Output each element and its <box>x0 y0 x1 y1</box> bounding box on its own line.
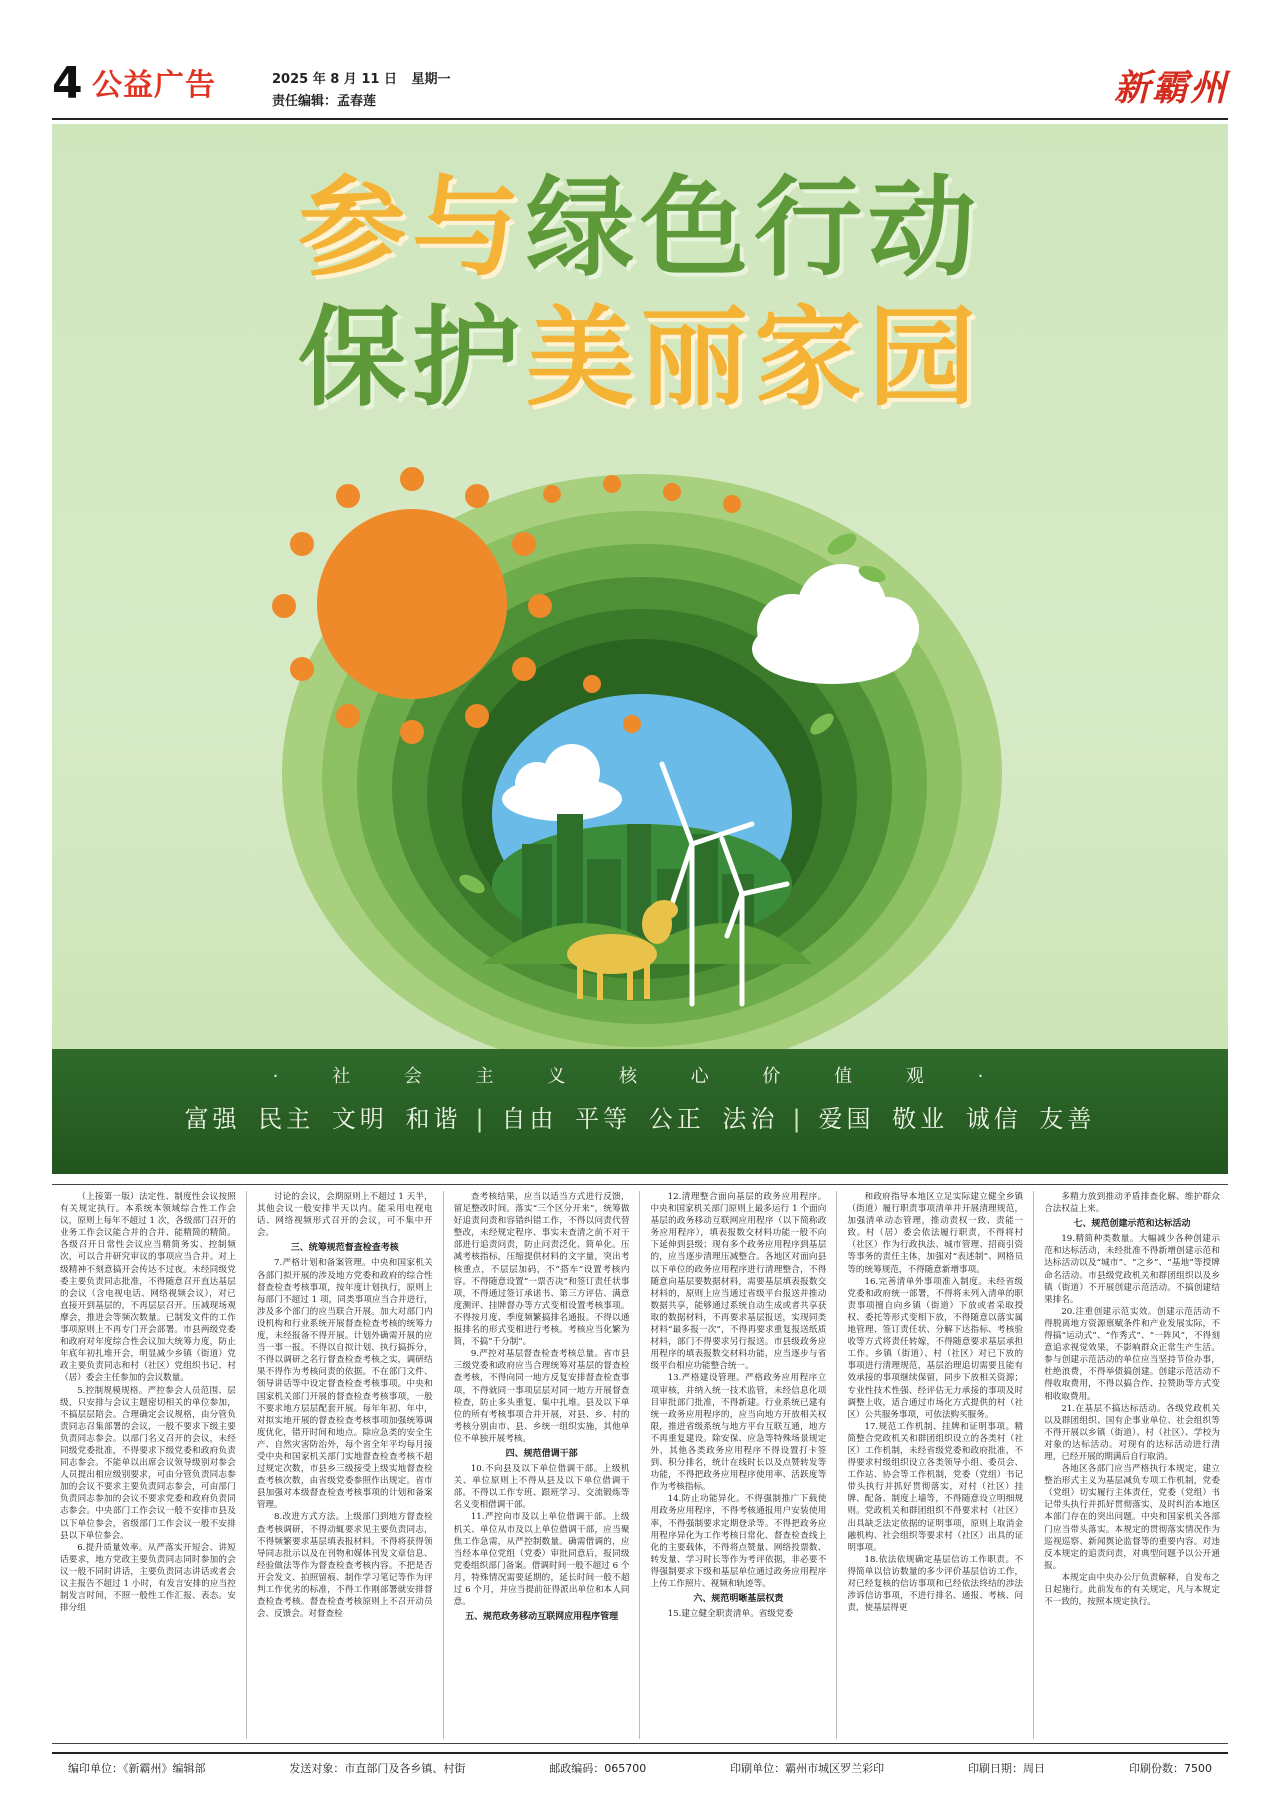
values-separator-2: | <box>792 1105 805 1133</box>
article-paragraph: 17.规范工作机制、挂牌和证明事项。精简整合党政机关和群团组织设立的各类村（社区）工作机制，未经省级党委和政府批准，不得要求村级组织设立各类领导小组、委员会、工作站、协会等工作机制，党委（党组）书记带头执行并抓好贯彻落实，对村（社区）挂牌、配备、制度上墙等，不得随意设立明细规则。党政机关和群团组织不得要求村（社区）出具缺乏法定依据的证明事项，原则上取消金融机构、社会组织等要求村（社区）出具的证明事项。 <box>847 1421 1024 1553</box>
column-divider <box>836 1191 837 1739</box>
footer-printer: 印刷单位：霸州市城区罗兰彩印 <box>730 1762 885 1775</box>
editor-credit: 责任编辑：孟春莲 <box>272 94 377 109</box>
issue-weekday: 星期一 <box>411 72 451 87</box>
article-paragraph: 9.严控对基层督查检查考核总量。省市县三级党委和政府应当合理统筹对基层的督查检查考核，不得向同一地方反复安排督查检查事项，不得就同一事项层层对同一地方开展督查检查，防止多头重复、集中扎堆。县及以下单位的所有考核事项合并开展，对县、乡、村的考核分别由市、县、乡统一组织实施，其他单位不单独开展考核。 <box>453 1349 630 1444</box>
article-paragraph: 和政府指导本地区立足实际建立健全乡镇（街道）履行职责事项清单并开展清理规范，加强清单动态管理，推动责权一致、责能一致。村（居）委会依法履行职责，不得将村（社区）作为行政执法、城市管理、招商引资等事务的责任主体，加强对“表述制”、网格员等的统筹规范，不得随意新增事项。 <box>847 1192 1024 1275</box>
section-title: 公益广告 <box>92 68 216 103</box>
article-column-2 <box>257 1191 433 1739</box>
article-paragraph: 11.严控向市及以上单位借调干部。上级机关、单位从市及以上单位借调干部，应当聚焦工作急需，从严控制数量。确需借调的，应当经本单位党组（党委）审批同意后，报同级党委组织部门备案。借调时间一般不超过 6 个月，特殊情况需要延期的，延长时间一般不超过 6 个月，并应当提前征得派出单位和本人同意。 <box>453 1512 630 1608</box>
article-paragraph: 本规定由中央办公厅负责解释，自发布之日起施行。此前发布的有关规定，凡与本规定不一致的，按照本规定执行。 <box>1044 1572 1220 1608</box>
article-paragraph: 查考核结果，应当以适当方式进行反馈，留足整改时间。落实“三个区分开来”，统筹做好追责问责和容错纠错工作，不得以问责代替整改，未经规定程序、事实未查清之前不对干部进行追责问责，防止问责泛化、简单化。压减考核指标，压缩提供材料的文字量，突出考核重点，不层层加码，不“搭车”设置考核内容。不得随意设置“一票否决”和签订责任状事项，不得通过签订承诺书、第三方评估、满意度测评、挂牌督办等方式变相设置考核事项。不得按月度、季度频繁搞排名通报。不得以通报排名的形式变相进行考核。考核应当化繁为简，不搞“千分制”。 <box>453 1192 630 1348</box>
footer-print-day: 印刷日期：周日 <box>968 1762 1046 1775</box>
public-service-poster <box>52 124 1228 1174</box>
core-values-title: · 社 会 主 义 核 心 价 值 观 · <box>272 1066 1008 1087</box>
article-paragraph: 10.不向县及以下单位借调干部。上级机关、单位原则上不得从县及以下单位借调干部。不得以工作专班、跟班学习、交流锻炼等名义变相借调干部。 <box>453 1464 630 1511</box>
newspaper-masthead: 新霸州 <box>1113 67 1228 109</box>
article-column-1 <box>60 1191 236 1739</box>
article-paragraph: 18.依法依规确定基层信访工作职责。不得简单以信访数量的多少评价基层信访工作，对已经复核的信访事项和已经依法终结的涉法涉诉信访事项，不进行排名、通报、考核、问责，使基层得更 <box>847 1554 1024 1614</box>
article-paragraph: 6.提升质量效率。从严落实开短会、讲短话要求，地方党政主要负责同志同时参加的会议一般不同时讲话，主要负责同志讲话或者会议主报告不超过 1 小时，有发言安排的应当控制发言时间，不照一般性工作汇报、表态。安排分组 <box>60 1542 236 1614</box>
eco-illustration <box>52 124 1228 1174</box>
article-paragraph: 多精力放到推动矛盾排查化解、维护群众合法权益上来。 <box>1044 1192 1220 1215</box>
article-column-3 <box>454 1191 630 1739</box>
article-paragraph: 19.精简种类数量。大幅减少各种创建示范和达标活动，未经批准不得新增创建示范和达标活动以及“城市”、“之乡”、“基地”等授牌命名活动。市县级党政机关和群团组织以及乡镇（街道）不开展创建示范活动。不搞创建结果排名。 <box>1044 1234 1220 1305</box>
article-paragraph: 各地区各部门应当严格执行本规定，建立整治形式主义为基层减负专项工作机制，党委（党组）切实履行主体责任，党委（党组）书记带头执行并抓好贯彻落实，及时纠治本地区本部门存在的突出问题。中央和国家机关各部门应当带头落实。本规定的贯彻落实情况作为巡视巡察、新闻舆论监督等的重要内容。对违反本规定的追责问责，对典型问题予以公开通报。 <box>1044 1464 1220 1571</box>
article-paragraph: 5.控制规模规格。严控参会人员范围、层级，只安排与会议主题密切相关的单位参加，不搞层层陪会。合理确定会议规格，由分管负责同志召集部署的会议，一般不要求下级主要负责同志参会。以部门名义召开的会议，未经同级党委批准，不得要求下级党委和政府负责同志参会。不能单以出席会议领导级别对参会人员提出相应级别要求，可由分管负责同志参加的会议不要求主要负责同志参会，可由部门负责同志参加的会议不要求党委和政府负责同志参会。中央部门工作会议一般不安排市县及以下单位参会，省级部门工作会议一般不安排县以下单位参会。 <box>60 1385 236 1541</box>
values-personal: 爱国 敬业 诚信 友善 <box>818 1105 1096 1133</box>
article-paragraph: 15.建立健全职责清单。省级党委 <box>667 1609 794 1620</box>
article-subheading: 七、规范创建示范和达标活动 <box>1073 1219 1191 1230</box>
article-paragraph: 14.防止功能异化。不得强制推广下载使用政务应用程序，不得考核通报用户安装使用率，不得强制要求定期登录等。不得把政务应用程序异化为工作考核日常化、督查检查线上化的主要载体，不得将点赞量、网络投票数、转发量、学习时长等作为考评依据，非必要不得强制要求下级和基层单位通过政务应用程序上传工作照片、视频和轨迹等。 <box>650 1494 827 1589</box>
page-footer <box>52 1752 1228 1776</box>
headline-1-yellow: 参与 <box>297 166 526 291</box>
article-subheading: 六、规范明晰基层权责 <box>693 1594 784 1605</box>
article-body <box>52 1184 1228 1744</box>
header-divider <box>52 118 1228 120</box>
values-national: 富强 民主 文明 和谐 <box>184 1105 462 1133</box>
article-paragraph: 12.清理整合面向基层的政务应用程序。中央和国家机关部门原则上最多运行 1 个面向基层的政务移动互联网应用程序（以下简称政务应用程序），填表报数交材料功能一般不向下延伸到县级；现有多个政务应用程序到基层的，应当逐步清理压减整合。各地区对面向县以下单位的政务应用程序进行清理整合，不得随意向基层要数据材料，需要基层填表报数交材料的，原则上应当通过省级平台报送并推动数据共享，能够通过系统自动生成或者共享获取的数据材料，不再要求基层报送，实现同类材料“最多报一次”，不得再要求重复报送纸质材料，部门不得要求另行报送。市县级政务应用程序的填表报数交材料功能，应当逐步与省级平台相应功能整合统一。 <box>650 1192 827 1372</box>
article-subheading: 三、统筹规范督查检查考核 <box>290 1243 399 1254</box>
article-paragraph: 8.改进方式方法。上级部门到地方督查检查考核调研，不得动辄要求见主要负责同志，不得频繁要求基层填表报材料。不得将获得领导同志批示以及在刊物和媒体刊发文章信息、经验做法等作为督查检查考核内容。不把是否开会发文、拍照留痕、制作学习笔记等作为评判工作优劣的标准，不得工作刚部署就安排督查检查考核。督查检查考核原则上不召开动员会、反馈会。对督查检 <box>256 1512 433 1620</box>
column-divider <box>1033 1191 1034 1739</box>
headline-2-yellow: 美丽家园 <box>526 296 983 421</box>
article-column-4 <box>650 1191 826 1739</box>
column-divider <box>639 1191 640 1739</box>
issue-date: 2025 年 8 月 11 日 <box>272 72 397 87</box>
footer-copies: 印刷份数：7500 <box>1128 1762 1212 1775</box>
headline-2-green: 保护 <box>297 296 526 421</box>
core-values-row <box>52 1099 1228 1134</box>
article-paragraph: （上接第一版）法定性、制度性会议按照有关规定执行。本系统本领域综合性工作会议，原则上每年不超过 1 次，各级部门召开的业务工作会议能合并的合并、能精简的精简。各级召开日常性会议应当精简务实、控制频次，可以合并研究审议的事项应当合并。对上级精神不刻意搞开会传达不过夜。未经同级党委主要负责同志批准，不得随意召开直达基层的会议（含电视电话、网络视频会议），对已直接开到基层的，不再层层召开。压减现场观摩会，推进会等频次数量。已制发文件的工作事项原则上不再专门开会部署。市县两级党委和政府对年度综合性会议加大统筹力度，防止年底年初扎堆开会，明显减少乡镇（街道）党政主要负责同志和村（社区）党组织书记、村（居）委会主任参加的会议数量。 <box>60 1192 236 1384</box>
footer-publisher: 编印单位：《新霸州》编辑部 <box>68 1762 206 1775</box>
article-paragraph: 7.严格计划和备案管理。中央和国家机关各部门拟开展的涉及地方党委和政府的综合性督查检查考核事项，按年度计划执行，原则上每部门不超过 1 项，同类事项应当合并进行，涉及多个部门的应当联合开展。加大对部门内设机构和行业系统开展督查检查考核的统筹力度，未经报备不得开展。计划外确需开展的应当一事一报。不得以自拟计划、执行搞拆分，不得以调研之名行督查检查考核之实，调研结果不得作为考核问责的依据。不在部门文件、领导讲话等中设定督查检查考核事项。中央和国家机关部门开展的督查检查考核事项，一般不要求地方层层配套开展。每年年初、年中，对拟实地开展的督查检查考核事项加强统筹调度优化，错开时间和地点。除应急类的安全生产、自然灾害防治外，每个省全年平均每月接受中央和国家机关部门实地督查检查考核不超过规定次数，市县乡三级接受上级实地督查检查考核次数，由省级党委参照作出规定。省市县加强对本级督查检查考核事项的计划和备案管理。 <box>256 1258 433 1511</box>
footer-postcode: 邮政编码：065700 <box>549 1762 647 1775</box>
column-divider <box>246 1191 247 1739</box>
article-paragraph: 21.在基层不搞达标活动。各级党政机关以及群团组织、国有企事业单位、社会组织等不得开展以乡镇（街道）、村（社区）、学校为对象的达标活动。对现有的达标活动进行清理，已经开展的期满后自行取消。 <box>1044 1403 1220 1462</box>
values-separator-1: | <box>475 1105 488 1133</box>
article-column-6 <box>1044 1191 1220 1739</box>
article-paragraph: 讨论的会议，会期原则上不超过 1 天半，其他会议一般安排半天以内。能采用电视电话、网络视频形式召开的会议，可不集中开会。 <box>256 1192 433 1239</box>
article-subheading: 四、规范借调干部 <box>505 1448 578 1459</box>
article-paragraph: 20.注重创建示范实效。创建示范活动不得脱离地方资源禀赋条件和产业发展实际，不得搞“运动式”、“作秀式”、“一阵风”，不得刻意追求视觉效果，不影响群众正常生产生活。参与创建示范活动的单位应当坚持节俭办事，杜绝浪费，不得举债搞创建。创建示范活动不得收取费用，不得以搞合作、拉赞助等方式变相收取费用。 <box>1044 1306 1220 1402</box>
headline-1-green: 绿色行动 <box>526 166 983 291</box>
article-paragraph: 13.严格建设管理。严格政务应用程序立项审核，并纳入统一技术监管，未经信息化项目审批部门批准，不得新建。行业系统已建有统一政务应用程序的，应当向地方开放相关权限，推进省级系统与地方平台互联互通，地方不再重复建设。除安保、应急等特殊场景规定外，其他各类政务应用程序不得设置打卡签到、积分排名，统计在线时长以及点赞转发等功能，不得把政务应用程序使用率、活跃度等作为考核指标。 <box>650 1373 827 1493</box>
values-social: 自由 平等 公正 法治 <box>501 1105 779 1133</box>
page-header <box>52 60 1228 118</box>
article-columns <box>60 1191 1220 1739</box>
date-line <box>272 68 461 87</box>
article-column-5 <box>847 1191 1023 1739</box>
article-paragraph: 16.完善清单外事项准入制度。未经省级党委和政府统一部署，不得将未列入清单的职责事项擅自向乡镇（街道）下放或者采取授权、委托等形式变相下放，不得随意以落实属地管理、签订责任状、分解下达指标、考核验收等方式将责任转嫁，不得随意要求基层承担工作。乡镇（街道）、村（社区）对已下放的事项进行清理规范，基层治理追切需要且能有效承接的事项继续保留，同步下放相关资源；专业性技术性强、经评估无力承接的事项及时调整上收，适合通过市场化方式提供的村（社区）公共服务事项，可依法购买服务。 <box>847 1276 1024 1420</box>
page-number: 4 <box>52 58 83 109</box>
footer-distribution: 发送对象：市直部门及各乡镇、村街 <box>289 1762 466 1775</box>
article-subheading: 五、规范政务移动互联网应用程序管理 <box>465 1612 619 1623</box>
column-divider <box>443 1191 444 1739</box>
